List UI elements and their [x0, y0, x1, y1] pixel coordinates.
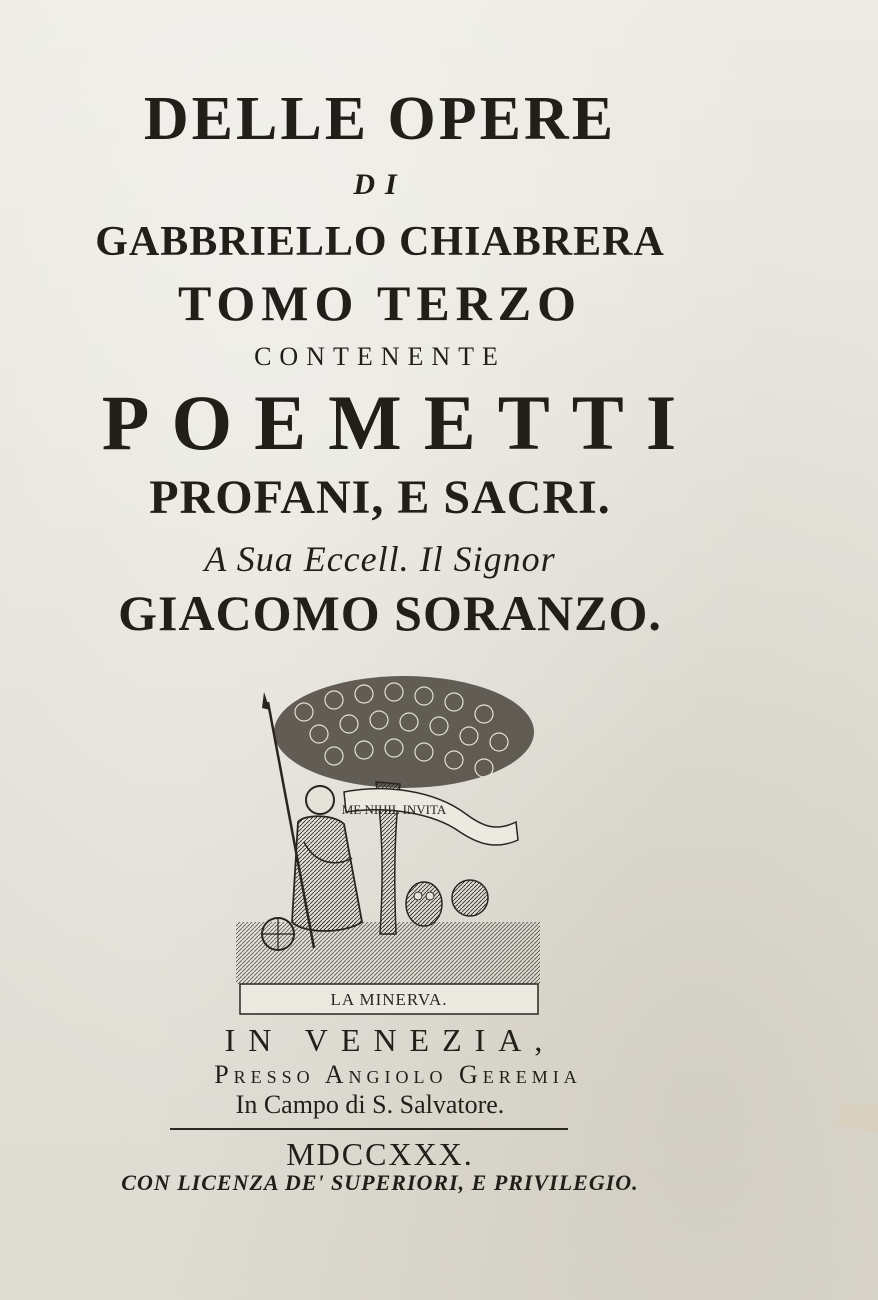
- imprint-printer: Presso Angiolo Geremia: [214, 1060, 582, 1089]
- paper-tear-mark: [832, 1098, 878, 1138]
- divider-rule: [170, 1128, 568, 1130]
- title-line-di: DI: [353, 168, 407, 201]
- title-line-delle-opere: DELLE OPERE: [143, 85, 617, 153]
- volume-label: TOMO TERZO: [177, 275, 583, 331]
- owl-icon: [406, 882, 442, 926]
- contenente-label: CONTENENTE: [254, 342, 506, 371]
- profani-e-sacri: PROFANI, E SACRI.: [149, 471, 611, 524]
- woodcut-caption: LA MINERVA.: [330, 990, 448, 1009]
- author-name: GABBRIELLO CHIABRERA: [95, 219, 665, 265]
- motto-text: ME NIHIL INVITA: [341, 802, 447, 817]
- minerva-woodcut: [234, 672, 544, 1018]
- dedication-line: A Sua Eccell. Il Signor: [204, 539, 556, 579]
- dedicatee-name: GIACOMO SORANZO.: [118, 585, 662, 641]
- imprint-year: MDCCXXX.: [286, 1136, 474, 1172]
- imprint-place: IN VENEZIA,: [224, 1022, 556, 1058]
- globe-icon: [452, 880, 488, 916]
- ground-hatching: [236, 922, 540, 984]
- poemetti-heading: POEMETTI: [101, 379, 699, 466]
- license-line: CON LICENZA DE' SUPERIORI, E PRIVILEGIO.: [121, 1170, 639, 1195]
- tree-canopy: [274, 676, 534, 788]
- imprint-location: In Campo di S. Salvatore.: [235, 1090, 505, 1119]
